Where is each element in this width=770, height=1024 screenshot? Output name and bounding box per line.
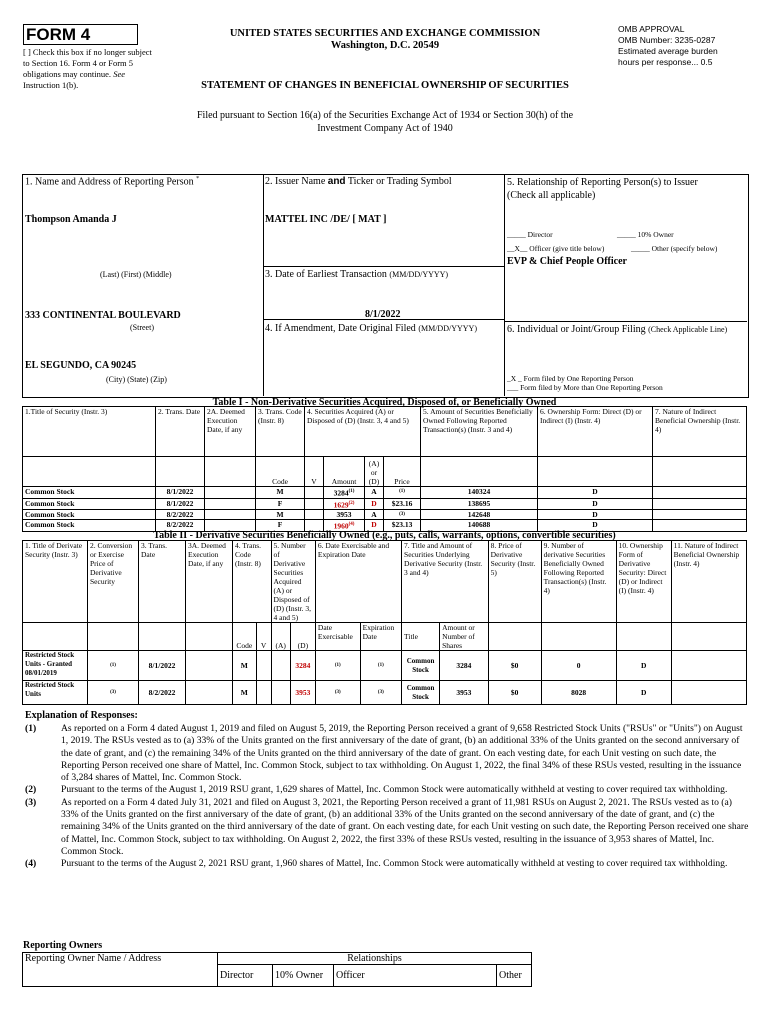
t2-h1: 1. Title of Derivate Security (Instr. 3): [23, 541, 88, 623]
earliest-date: 8/1/2022: [365, 309, 401, 320]
t1-sh-v: V: [305, 457, 324, 487]
rel-10pct: _____ 10% Owner: [617, 230, 674, 239]
box3-label: 3. Date of Earliest Transaction (MM/DD/YYYY): [265, 269, 449, 280]
t2-sh-d: (D): [290, 623, 315, 651]
city-hint: (City) (State) (Zip): [106, 375, 167, 384]
table2: [22, 540, 747, 705]
t1-h3: 3. Trans. Code (Instr. 8): [256, 407, 305, 457]
t2-sh-amt: Amount or Number of Shares: [440, 623, 489, 651]
rel-director: _____ Director: [507, 230, 553, 239]
issuer-name: MATTEL INC /DE/ [ MAT ]: [265, 214, 387, 225]
agency-name: UNITED STATES SECURITIES AND EXCHANGE COMMISSION Washington, D.C. 20549: [229, 28, 541, 51]
box2-label: 2. Issuer Name and Ticker or Trading Symbol: [265, 176, 452, 187]
t1-h2a: 2A. Deemed Execution Date, if any: [205, 407, 256, 457]
t2-h7: 7. Title and Amount of Securities Underlying Derivative Security (Instr. 3 and 4): [402, 541, 489, 623]
t1-h4: 4. Securities Acquired (A) or Disposed of (D) (Instr. 3, 4 and 5): [305, 407, 421, 457]
officer-title: EVP & Chief People Officer: [507, 256, 627, 267]
statement-title: STATEMENT OF CHANGES IN BENEFICIAL OWNERSHIP OF SECURITIES: [201, 80, 569, 91]
owners-h-name: Reporting Owner Name / Address: [23, 953, 218, 987]
divider: [504, 174, 505, 396]
table-row: Common Stock 8/2/2022 F 1960$^{(4)}$ D $23.13 140688 D: [23, 520, 747, 532]
divider: [263, 266, 505, 267]
t2-h8: 8. Price of Derivative Security (Instr. 5): [488, 541, 541, 623]
name-hint: (Last) (First) (Middle): [100, 270, 172, 279]
table-row: Common Stock 8/2/2022 M 3953 A (3) 142648 D: [23, 510, 747, 520]
t2-sh-exer: Date Exercisable: [315, 623, 360, 651]
t2-h6: 6. Date Exercisable and Expiration Date: [315, 541, 401, 623]
t1-sh-amount: Amount: [324, 457, 365, 487]
street-hint: (Street): [130, 323, 154, 332]
t2-h4: 4. Trans. Code (Instr. 8): [233, 541, 272, 623]
divider: [504, 321, 747, 322]
note-2: (2) Pursuant to the terms of the August 1, 2019 RSU grant, 1,629 shares of Mattel, Inc. Common Stock were automatically withheld at vesting to cover required tax withholding.: [25, 784, 728, 796]
explanation-notes: [25, 723, 750, 871]
box6-label: 6. Individual or Joint/Group Filing (Check Applicable Line): [507, 324, 728, 335]
owners-table: [22, 952, 532, 987]
t1-sh-code: Code: [256, 457, 305, 487]
t2-sh-exp: Expiration Date: [360, 623, 401, 651]
note-3: (3) As reported on a Form 4 dated July 31, 2021 and filed on August 3, 2021, the Reporting Person received a grant of 11,981 RSUs on August 2, 2021. The RSUs vested as to (a) 33% of the Units granted on the first anniversary of the date of grant, (b) an additional 33% of the Units granted on the second anniversary of the date of grant, and (c) the remaining 34% of the Units granted on the third anniversary of the date of grant. On each vesting date, for each Unit vesting on such date, the Reporting Person received one share of Mattel, Inc. Common Stock, subject to tax withholding. On August 2, 2022, the first 33% of these RSUs vested, resulting in the issuance of 3,953 shares of Mattel, Inc. Common Stock.: [25, 796, 749, 857]
t2-sh-title: Title: [402, 623, 440, 651]
t2-h3: 3. Trans. Date: [139, 541, 186, 623]
rel-officer: __X__ Officer (give title below): [507, 244, 605, 253]
t2-h5: 5. Number of Derivative Securities Acquired (A) or Disposed of (D) (Instr. 3, 4 and 5): [271, 541, 315, 623]
t1-sh-price: Price: [384, 457, 421, 487]
table-row: Restricted Stock Units (3) 8/2/2022 M 3953 (3) (3) Common Stock 3953 $0 8028 D: [23, 681, 747, 705]
table-row: Common Stock 8/1/2022 M 3284$^{(1)}$ A (1) 140324 D: [23, 487, 747, 499]
box4-label: 4. If Amendment, Date Original Filed (MM/DD/YYYY): [265, 323, 477, 334]
t2-h2: 2. Conversion or Exercise Price of Derivative Security: [88, 541, 139, 623]
reporting-person-name: Thompson Amanda J: [25, 214, 117, 225]
note-4: (4) Pursuant to the terms of the August 2, 2021 RSU grant, 1,960 shares of Mattel, Inc. Common Stock were automatically withheld at vesting to cover required tax withholding.: [25, 858, 728, 870]
t1-h6: 6. Ownership Form: Direct (D) or Indirect (I) (Instr. 4): [538, 407, 653, 457]
t2-sh-a: (A): [271, 623, 290, 651]
note-1: (1) As reported on a Form 4 dated August 1, 2019 and filed on August 5, 2019, the Reporting Person received a grant of 9,658 Restricted Stock Units ("RSUs" or "Units") on August 1, 2019. The RSUs vested as to (a) 33% of the Units granted on the first anniversary of the date of grant, (b) an additional 33% of the Units granted on the second anniversary of the date of grant, and (c) the remaining 34% of the Units granted on the third anniversary of the date of grant. On each vesting date, for each Unit vesting on such date, the Reporting Person received one share of Mattel, Inc. Common Stock, subject to tax withholding. On August 1, 2022, the final 34% of these RSUs vested, resulting in the issuance of 3,284 shares of Mattel, Inc. Common Stock.: [25, 723, 743, 784]
table1: [22, 406, 747, 532]
owners-title: Reporting Owners: [23, 940, 103, 951]
t2-sh-code: Code: [233, 623, 257, 651]
form-title: FORM 4: [23, 24, 138, 45]
t2-h10: 10. Ownership Form of Derivative Security: Direct (D) or Indirect (I) (Instr. 4): [616, 541, 671, 623]
t1-h2: 2. Trans. Date: [156, 407, 205, 457]
box5-label: 5. Relationship of Reporting Person(s) to Issuer (Check all applicable): [507, 177, 698, 201]
t1-h7: 7. Nature of Indirect Beneficial Ownership (Instr. 4): [653, 407, 747, 457]
street: 333 CONTINENTAL BOULEVARD: [25, 310, 181, 321]
explanation-title: Explanation of Responses:: [25, 710, 138, 721]
t2-sh-v: V: [256, 623, 271, 651]
t2-h3a: 3A. Deemed Execution Date, if any: [186, 541, 233, 623]
filing-one: _X _ Form filed by One Reporting Person: [507, 374, 634, 383]
owners-h-other: Other: [497, 965, 532, 987]
owners-h-10: 10% Owner: [273, 965, 334, 987]
filed-pursuant: Filed pursuant to Section 16(a) of the Securities Exchange Act of 1934 or Section 30(h) of the Investment Company Act of 1940: [196, 110, 574, 134]
table-row: Common Stock 8/1/2022 F 1629$^{(2)}$ D $23.16 138695 D: [23, 498, 747, 510]
owners-h-officer: Officer: [334, 965, 497, 987]
table1-title: Table I - Non-Derivative Securities Acquired, Disposed of, or Beneficially Owned: [212, 397, 557, 408]
t1-h1: 1.Title of Security (Instr. 3): [23, 407, 156, 457]
owners-h-director: Director: [218, 965, 273, 987]
divider: [263, 174, 264, 396]
t1-sh-aord: (A) or (D): [365, 457, 384, 487]
t1-h5: 5. Amount of Securities Beneficially Owned Following Reported Transaction(s) (Instr. 3 and 4): [421, 407, 538, 457]
owners-h-rel: Relationships: [218, 953, 532, 965]
filing-more: ___ Form filed by More than One Reporting Person: [507, 383, 663, 392]
box1-label: 1. Name and Address of Reporting Person *: [25, 176, 200, 188]
city: EL SEGUNDO, CA 90245: [25, 360, 137, 371]
rel-other: _____ Other (specify below): [631, 244, 718, 253]
t2-h11: 11. Nature of Indirect Beneficial Ownership (Instr. 4): [671, 541, 746, 623]
t2-h9: 9. Number of derivative Securities Beneficially Owned Following Reported Transaction(s) (Instr. 4): [541, 541, 616, 623]
table2-title: Table II - Derivative Securities Beneficially Owned (e.g., puts, calls, warrants, options, convertible securities): [153, 530, 616, 541]
table-row: Restricted Stock Units - Granted 08/01/2019 (1) 8/1/2022 M 3284 (1) (1) Common Stock 3284 $0 0 D: [23, 651, 747, 681]
omb-approval: OMB APPROVAL OMB Number: 3235-0287 Estimated average burden hours per response... 0.5: [618, 24, 718, 67]
check-note: [ ] Check this box if no longer subject to Section 16. Form 4 or Form 5 obligations may continue. See Instruction 1(b).: [23, 47, 152, 90]
